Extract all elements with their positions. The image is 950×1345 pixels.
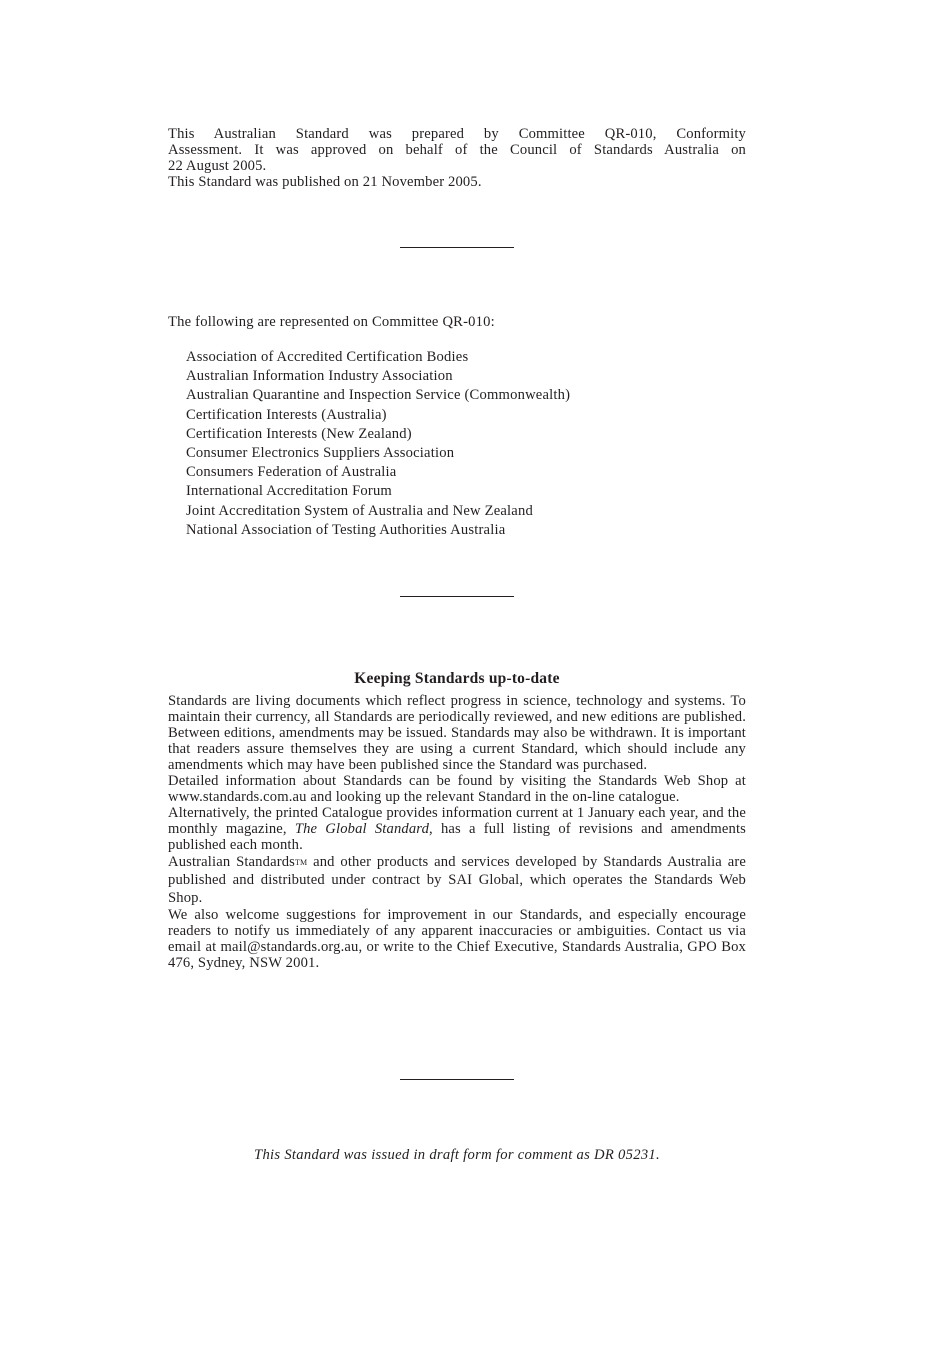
draft-note: This Standard was issued in draft form for comment as DR 05231. — [254, 1147, 660, 1163]
sai-global-text: and other products and services developed by Standards Australia are published and distributed under contract by SAI Global, which operates the Standards Web Shop. — [168, 854, 746, 906]
preparation-line-1: This Australian Standard was prepared by Committee QR-010, Conformity — [168, 126, 746, 142]
paragraph-sai-global — [168, 853, 746, 907]
paragraph-catalogue — [168, 805, 746, 853]
preparation-statement — [168, 126, 746, 190]
committee-intro: The following are represented on Committee QR-010: — [168, 314, 495, 330]
paragraph-suggestions: We also welcome suggestions for improvement in our Standards, and especially encourage readers to notify us immediately of any apparent inaccuracies or ambiguities. Contact us via email at mail@standards.org.au, or write to the Chief Executive, Standards Australia, GPO Box 476, Sydney, NSW 2001. — [168, 907, 746, 971]
publication-date: This Standard was published on 21 November 2005. — [168, 174, 482, 190]
divider-rule-2 — [400, 596, 514, 597]
paragraph-living-documents: Standards are living documents which reflect progress in science, technology and systems. To maintain their currency, all Standards are periodically reviewed, and new editions are published. Between editions, amendments may be issued. Standards may also be withdrawn. It is important that readers assure themselves they are using a current Standard, which should include any amendments which may have been published since the Standard was purchased. — [168, 693, 746, 773]
approval-date: 22 August 2005. — [168, 158, 267, 174]
committee-member: Australian Information Industry Association — [186, 368, 453, 385]
trademark-symbol: TM — [294, 858, 308, 867]
committee-member: National Association of Testing Authorities Australia — [186, 521, 506, 538]
committee-member: Association of Accredited Certification Bodies — [186, 349, 469, 365]
committee-member: International Accreditation Forum — [186, 483, 392, 500]
committee-member-list — [186, 348, 570, 540]
section-heading: Keeping Standards up-to-date — [354, 670, 560, 687]
keeping-up-to-date-body — [168, 693, 746, 971]
trademark-text: Australian Standards — [168, 854, 295, 870]
committee-member: Joint Accreditation System of Australia and New Zealand — [186, 502, 533, 519]
divider-rule-1 — [400, 247, 514, 248]
committee-member: Consumers Federation of Australia — [186, 464, 397, 481]
catalogue-text: Alternatively, the printed Catalogue provides information current at 1 January each year, and the monthly magazine, — [168, 805, 746, 837]
catalogue-text-end: , has a full listing of revisions and amendments published each month. — [168, 821, 746, 853]
committee-member: Certification Interests (Australia) — [186, 406, 387, 423]
divider-rule-3 — [400, 1079, 514, 1080]
committee-member: Consumer Electronics Suppliers Association — [186, 445, 455, 462]
committee-member: Certification Interests (New Zealand) — [186, 425, 412, 442]
magazine-title: The Global Standard — [294, 821, 430, 837]
committee-member: Australian Quarantine and Inspection Service (Commonwealth) — [186, 387, 571, 404]
paragraph-web-shop: Detailed information about Standards can be found by visiting the Standards Web Shop at www.standards.com.au and looking up the relevant Standard in the on-line catalogue. — [168, 773, 746, 805]
preparation-line-2: Assessment. It was approved on behalf of the Council of Standards Australia on — [168, 142, 746, 158]
